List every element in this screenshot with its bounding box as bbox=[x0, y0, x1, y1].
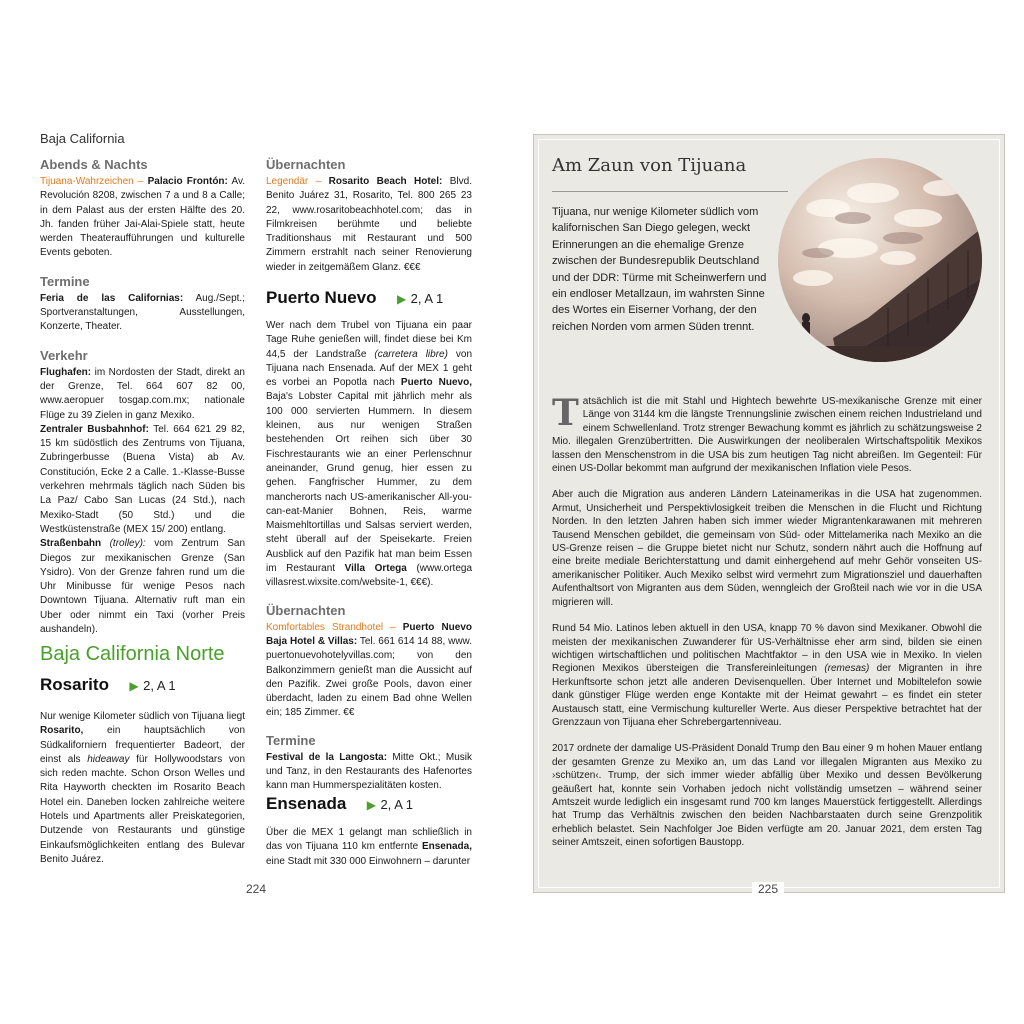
feature-lead: Tijuana, nur wenige Kilometer südlich vom kalifornischen San Diego gelegen, weckt Erinnerungen an die ehemalige Grenze zwischen der Bundesrepublik Deutschland und der DDR: Türme mit Scheinwerfern und ein endloser Metallzaun, im wahrsten Sinne des Wortes ein Eiserner Vorhang, der den reichen Norden vom armen Süden trennt. bbox=[552, 206, 767, 333]
transport-text: vom Zentrum San Diegos zur mexikanischen Grenze (San Ysidro). Von der Grenze fahren rund um die Uhr Minibusse für wenige Pesos nach Downtown Tijuana. Alternativ ruft man ein Uber oder nimmt ein Taxi (vorher Preis aushandeln). bbox=[40, 538, 246, 636]
map-reference: 2, A 1 bbox=[143, 678, 176, 693]
text-run: Nur wenige Kilometer südlich von Tijuana liegt bbox=[40, 711, 245, 722]
title-rule bbox=[552, 191, 788, 192]
paragraph-feria bbox=[40, 292, 245, 335]
paragraph-flughafen bbox=[40, 366, 245, 423]
feature-paragraph-4: 2017 ordnete der damalige US-Präsident Donald Trump den Bau einer 9 m hohen Mauer entlang der gesamten Grenze zu Mexiko an, um das Land vor illegalen Migranten aus Mexiko zu ›schützen‹. Trump, der sich immer wieder abfällig über Mexiko und dessen Bevölkerung geäußert hat, konnte sein Vorhaben jedoch nicht vollständig umsetzen – während seiner Amtszeit wurde lediglich ein insgesamt rund 700 km langes Mauerstück fertiggestellt. Allerdings hat Trump das Verhältnis zwischen den beiden Nachbarstaaten durch seine Grenzpolitik erheblich belastet. Sein Nachfolger Joe Biden verfügte am 20. Januar 2021, dem ersten Tag seiner Amtszeit, einen sofortigen Baustopp. bbox=[552, 743, 982, 849]
venue-text: Av. Revolución 8208, zwischen 7 a und 8 a Calle; in dem Palast aus der ersten Hälfte des 20. Jh. fanden früher Jai-Alai-Spiele statt, heute werden Theateraufführungen und kulturelle Events geboten. bbox=[40, 176, 245, 259]
map-arrow-icon: ▶ bbox=[129, 679, 139, 693]
venue-text: Tel. 661 614 14 88, www. puertonuevohotelyvillas.com; von den Balkonzimmern genießt man die Aussicht auf den Pazifik. Zwei große Pools, davon einer überdacht, laden zu einem Bad ohne Wellen ein; 185 Zimmer. €€ bbox=[266, 635, 472, 719]
paragraph-palacio bbox=[40, 175, 245, 261]
section-heading-uebernachten: Übernachten bbox=[266, 157, 346, 172]
paragraph-puerto-hotel bbox=[266, 621, 472, 721]
feature-paragraph-1 bbox=[552, 392, 982, 475]
venue-text: Blvd. Benito Juárez 31, Rosarito, Tel. 800 265 23 22, www.rosaritobeachhotel.com; das in Filmkreisen berühmte und beliebte Traditionshaus mit Restaurant und 500 Zimmern erstrahlt nach seiner Renovierung wieder in zeitgemäßem Glanz. €€€ bbox=[266, 176, 472, 273]
feature-body bbox=[552, 392, 983, 863]
paragraph-langosta bbox=[266, 751, 472, 794]
drop-cap: T bbox=[552, 392, 579, 434]
page-number-left: 224 bbox=[246, 882, 267, 896]
tag-label: Tijuana-Wahrzeichen – bbox=[40, 176, 144, 187]
paragraph-busbahnhof bbox=[40, 423, 245, 537]
map-arrow-icon: ▶ bbox=[366, 798, 376, 812]
text-run: atsächlich ist die mit Stahl und Hightech bewehrte US-mexikanische Grenze mit einer Länge von 3144 km die längste Trennungslinie zwischen einem reichen Industrieland und einem Schwellenland. Trotz strenger Bewachung kommt es jährlich zu schätzungsweise 2 Mio. illegalen Grenzübertritten. Die Auswirkungen der neoliberalen Wirtschaftspolitik Mexikos lassen den Menschenstrom in die USA bis zum heutigen Tag nicht abreißen. Im Gegenteil: Für einen US-Dollar bekommt man aufgrund der mexikanischen Inflation viele Pesos. bbox=[552, 396, 982, 475]
feature-title: Am Zaun von Tijuana bbox=[552, 155, 747, 176]
italic-run: hideaway bbox=[87, 753, 130, 765]
transport-name: Straßenbahn bbox=[40, 538, 102, 550]
text-run: von Tijuana nach Ensenada. Auf der MEX 1 geht es vorbei an Popotla nach bbox=[266, 348, 473, 389]
event-name: Feria de las Californias: bbox=[40, 292, 184, 304]
venue-name: Rosarito Beach Hotel: bbox=[328, 176, 443, 187]
bold-run: Ensenada, bbox=[421, 841, 472, 853]
italic-run: (remesas) bbox=[824, 663, 870, 675]
section-heading-termine: Termine bbox=[40, 273, 90, 289]
page-number-right: 225 bbox=[752, 882, 784, 896]
puerto-nuevo-text bbox=[266, 319, 472, 794]
text-run: Über die MEX 1 gelangt man schließlich in das von Tijuana 110 km entfernte bbox=[266, 827, 472, 853]
fence-photo-image bbox=[778, 158, 982, 362]
feature-paragraph-2: Aber auch die Migration aus anderen Ländern Lateinamerikas in die USA hat zugenommen. Armut, Unsicherheit und Perspektivlosigkeit treiben die Menschen in die Flucht und Richtung Norden. In den letzten Jahren haben sich immer wieder Migrantenkarawanen mit mehreren Tausend Menschen gebildet, die gemeinsam von Süd- oder Mittelamerika nach Mexiko an die US-Grenze reisen – die Gruppe bietet nicht nur Schutz, sondern nährt auch die Hoffnung auf eine breite mediale Berichterstattung und damit einhergehend auf mehr Gehör vonseiten US-amerikanischer Politiker. Auch Mexiko selbst wird vermehrt zum Migrationsziel und dauerhaften Aufenthaltsort von Migranten aus dem Süden, wenngleich der Großteil nach wie vor in die USA migrieren will. bbox=[552, 489, 982, 608]
rosarito-text bbox=[40, 710, 245, 867]
text-run: Baja's Lobster Capital mit jährlich mehr als 100 000 servierten Hummern. In diesem kleinen, aus nur wenigen Straßen bestehenden Ort reihen sich über 30 Fischrestaurants wie an einer Perlenschnur aneinander, Grund genug, hier essen zu gehen. Fangfrischer Hummer, zu dem mancherorts nach US-amerikanischer All-you-can-eat-Manier Bohnen, Reis, warme Maismehltortillas und Salsas serviert werden, steht überall auf der Speisekarte. Freien Ausblick auf den Pazifik hat man beim Essen im Restaurant bbox=[266, 391, 472, 575]
text-run: (www.ortega villasrest.wixsite.com/website-1, €€€). bbox=[266, 563, 473, 589]
ensenada-text bbox=[266, 826, 472, 869]
event-name: Festival de la Langosta: bbox=[266, 751, 388, 763]
text-run: eine Stadt mit 330 000 Einwohnern – darunter bbox=[266, 855, 471, 867]
place-title: Ensenada bbox=[266, 794, 347, 813]
tag-label: Legendär – bbox=[266, 176, 322, 187]
running-head: Baja California bbox=[40, 131, 125, 146]
text-run: der Migranten in ihre Herkunftsorte schon jetzt alle anderen Devisenquellen. Über Internet und Mobiltelefon sowie dank günstiger Flüge werden enge Kontakte mit der Heimat gewahrt – es findet ein steter Austausch statt, eine Vermischung kultureller Werte. Aus dieser Perspektive betrachtet hat der Grenzzaun von Tijuana eher Schrebergartenniveau. bbox=[552, 663, 983, 728]
text-run: ein hauptsächlich von Südkaliforniern frequentierter Badeort, der einst als bbox=[40, 725, 245, 765]
feature-paragraph-3 bbox=[552, 622, 982, 729]
transport-italic: (trolley): bbox=[109, 538, 146, 550]
transport-name: Flughafen: bbox=[40, 366, 92, 378]
section-heading-termine-2: Termine bbox=[266, 732, 316, 748]
fence-photo bbox=[778, 158, 982, 362]
tag-label: Komfortables Strandhotel – bbox=[266, 621, 396, 633]
map-reference: 2, A 1 bbox=[380, 797, 413, 812]
section-heading-verkehr: Verkehr bbox=[40, 347, 88, 363]
section-heading-abends: Abends & Nachts bbox=[40, 157, 148, 172]
bold-run: Villa Ortega bbox=[344, 563, 407, 575]
bold-run: Rosarito, bbox=[40, 725, 84, 737]
ensenada-heading bbox=[266, 794, 472, 814]
venue-name: Puerto Nuevo Baja Hotel & Villas: bbox=[266, 621, 473, 647]
map-arrow-icon: ▶ bbox=[396, 292, 407, 306]
text-run: Rund 54 Mio. Latinos leben aktuell in den USA, knapp 70 % davon sind Mexikaner. Obwohl die meisten der mexikanischen Zuwanderer für US-Verhältnisse eher arm sind, bilden sie einen wichtigen wirtschaftlichen und politischen Machtfaktor – in den USA wie in Mexiko. In vielen Regionen Mexikos übersteigen die Transfereinleitungen bbox=[552, 623, 982, 675]
transport-text: Tel. 664 621 29 82, 15 km südöstlich des Zentrums von Tijuana, Zubringerbusse (Buena Vista) ab Av. Constitución, Ecke 2 a Calle. 1.-Klasse-Busse verkehren mehrmals täglich nach Süden bis La Paz/ Cabo San Lucas (24 Std.), nach Mexiko-Stadt (50 Std.) und die Westküstenstraße (MEX 15/ 200) entlang. bbox=[40, 423, 245, 535]
italic-run: (carretera libre) bbox=[374, 348, 448, 360]
place-title: Rosarito bbox=[40, 675, 109, 694]
puerto-nuevo-heading bbox=[266, 288, 472, 308]
paragraph-rosarito-hotel bbox=[266, 175, 472, 275]
transport-name: Zentraler Busbahnhof: bbox=[40, 423, 149, 435]
left-column-1 bbox=[40, 157, 245, 637]
left-column-2 bbox=[266, 157, 472, 275]
region-title: Baja California Norte bbox=[40, 643, 225, 665]
section-heading-uebernachten-2: Übernachten bbox=[266, 602, 346, 618]
place-title: Puerto Nuevo bbox=[266, 288, 377, 307]
event-text: Aug./Sept.; Sportveranstaltungen, Ausstellungen, Konzerte, Theater. bbox=[40, 292, 245, 333]
paragraph-strassenbahn bbox=[40, 537, 245, 637]
text-run: für Hollywoodstars von sich reden machte. Schon Orson Welles und Rita Hayworth checkten im Rosarito Beach Hotel ein. Daneben locken zahlreiche weitere Hotels und Apartments aller Preiskategorien, Dutzende von Restaurants und günstige Einkaufsmöglichkeiten entlang des Bulevar Benito Juárez. bbox=[40, 753, 246, 865]
bold-run: Puerto Nuevo, bbox=[400, 377, 472, 389]
text-run: Wer nach dem Trubel von Tijuana ein paar Tage Ruhe genießen will, findet diese bei Km 44,5 der Landstraße bbox=[266, 320, 472, 360]
map-reference: 2, A 1 bbox=[410, 291, 444, 306]
event-text: Mitte Okt.; Musik und Tanz, in den Restaurants des Hafenortes kann man Hummerspezialitäten kosten. bbox=[266, 751, 472, 792]
transport-text: im Nordosten der Stadt, direkt an der Grenze, Tel. 664 607 82 00, www.aeropuer tosgap.com.mx; nationale Flüge zu 39 Zielen in ganz Mexiko. bbox=[40, 366, 245, 421]
venue-name: Palacio Frontón: bbox=[147, 176, 228, 187]
rosarito-heading bbox=[40, 675, 245, 695]
